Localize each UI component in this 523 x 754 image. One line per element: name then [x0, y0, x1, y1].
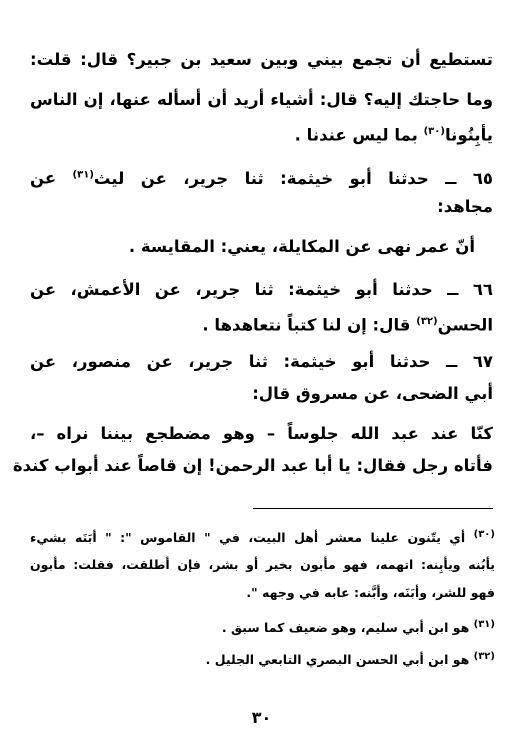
- text-line-8: الحسن$^{(٣٢)}$ قال: إن لنا كتباً نتعاهدها .: [202, 315, 493, 335]
- text-line-4-end: عن: [30, 168, 57, 188]
- text-line-10: أبي الضحى، عن مسروق قال:: [252, 384, 493, 403]
- text-line-3-rest: بما ليس عندنا .: [294, 125, 418, 145]
- page-number: ٣٠: [251, 708, 272, 727]
- text-line-7: ٦٦ ــ حدثنا أبو خيثمة: ثنا جرير، عن الأعمش، عن: [30, 280, 493, 299]
- footnote-30-line-2: يأبُنه ويأبِنه: اتهمه، فهو مأبون بخير أو بشر، فإن أطلقت، فقلت: مأبون: [30, 557, 495, 572]
- text-line-2: وما حاجتك إليه؟ قال: أشياء أريد أن أسأله عنها، إن الناس: [30, 90, 493, 109]
- text-line-11: كنّا عند عبد الله جلوساً – وهو مضطجع بيننا نراه –،: [30, 424, 493, 443]
- footnote-ref-32: (٣٢): [416, 316, 438, 327]
- footnote-ref-31: (٣١): [72, 169, 94, 180]
- text-line-4: [30, 163, 493, 191]
- footnote-31: $^{(٣١)}$ هو ابن أبي سليم، وهو ضعيف كما سبق .: [221, 619, 495, 636]
- footnote-30-line-1: $^{(٣٠)}$ أي يتّنون علينا معشر أهل البيت، في " القاموس ": " أبَنَه بشيء: [30, 529, 495, 546]
- text-line-12: فأتاه رجل فقال: يا أبا عبد الرحمن! إن قاصاً عند أبواب كندة: [12, 456, 493, 475]
- word-yabunona: يأبِنُونا: [444, 125, 493, 145]
- footnote-ref-30: (٣٠): [423, 126, 445, 137]
- text-line-1: تستطيع أن تجمع بيني وبين سعيد بن جبير؟ قال: قلت:: [30, 50, 493, 69]
- text-line-5: مجاهد:: [437, 197, 493, 216]
- text-line-4-main: ٦٥ ــ حدثنا أبو خيثمة: ثنا جرير، عن ليث$^{(٣١)}$: [72, 168, 493, 188]
- footnote-separator: [253, 508, 493, 509]
- text-line-3: [30, 120, 493, 148]
- text-line-6: أنّ عمر نهى عن المكايلة، يعني: المقايسة .: [128, 237, 475, 256]
- text-line-9: ٦٧ ــ حدثنا أبو خيثمة: ثنا جرير، عن منصور، عن: [30, 352, 493, 371]
- footnote-30-line-3: فهو للشر، وأبَنَه، وأبَّنه: عابه في وجهه ".: [246, 585, 495, 600]
- footnote-32: $^{(٣٢)}$ هو ابن أبي الحسن البصري التابعي الجليل .: [205, 651, 495, 668]
